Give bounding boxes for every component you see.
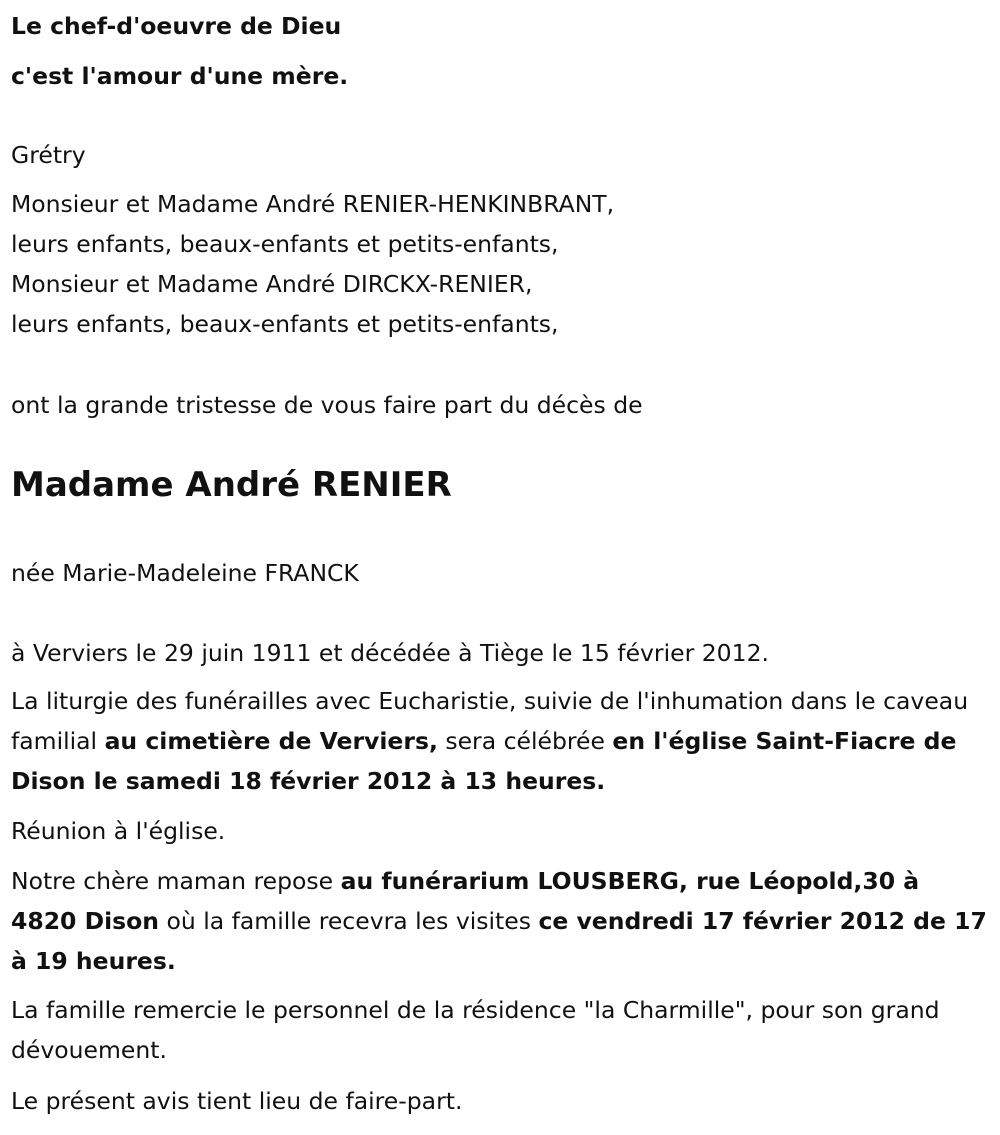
thanks-paragraph: La famille remercie le personnel de la résidence "la Charmille", pour son grand dévouement. — [11, 996, 940, 1064]
funeral-church-date: en l'église Saint-Fiacre de Dison le samedi 18 février 2012 à 13 heures. — [11, 727, 957, 795]
repose-paragraph — [11, 861, 989, 981]
repose-funeral-home: au funérarium LOUSBERG, rue Léopold,30 à 4820 Dison — [11, 867, 920, 935]
birth-death-dates: à Verviers le 29 juin 1911 et décédée à Tiège le 15 février 2012. — [11, 639, 769, 667]
funeral-text-1: La liturgie des funérailles avec Eucharistie, suivie de l'inhumation dans le caveau familial — [11, 687, 969, 755]
quote-line-2: c'est l'amour d'une mère. — [11, 62, 349, 90]
maiden-name: née Marie-Madeleine FRANCK — [11, 559, 359, 587]
announcement: ont la grande tristesse de vous faire part du décès de — [11, 391, 643, 419]
funeral-cemetery: au cimetière de Verviers, — [104, 727, 438, 755]
family-line: Monsieur et Madame André DIRCKX-RENIER, — [11, 270, 533, 298]
funeral-paragraph — [11, 681, 989, 801]
repose-visit-time: ce vendredi 17 février 2012 de 17 à 19 heures. — [11, 907, 987, 975]
location: Grétry — [11, 141, 86, 169]
family-line: Monsieur et Madame André RENIER-HENKINBRANT, — [11, 190, 615, 218]
deceased-name: Madame André RENIER — [11, 465, 452, 505]
closing-note: Le présent avis tient lieu de faire-part. — [11, 1087, 463, 1115]
quote-line-1: Le chef-d'oeuvre de Dieu — [11, 12, 342, 40]
funeral-text-2: sera célébrée — [437, 727, 613, 755]
repose-text-1: Notre chère maman repose — [11, 867, 341, 895]
reunion: Réunion à l'église. — [11, 817, 226, 845]
repose-text-2: où la famille recevra les visites — [159, 907, 539, 935]
family-line: leurs enfants, beaux-enfants et petits-enfants, — [11, 230, 559, 258]
family-line: leurs enfants, beaux-enfants et petits-enfants, — [11, 310, 559, 338]
